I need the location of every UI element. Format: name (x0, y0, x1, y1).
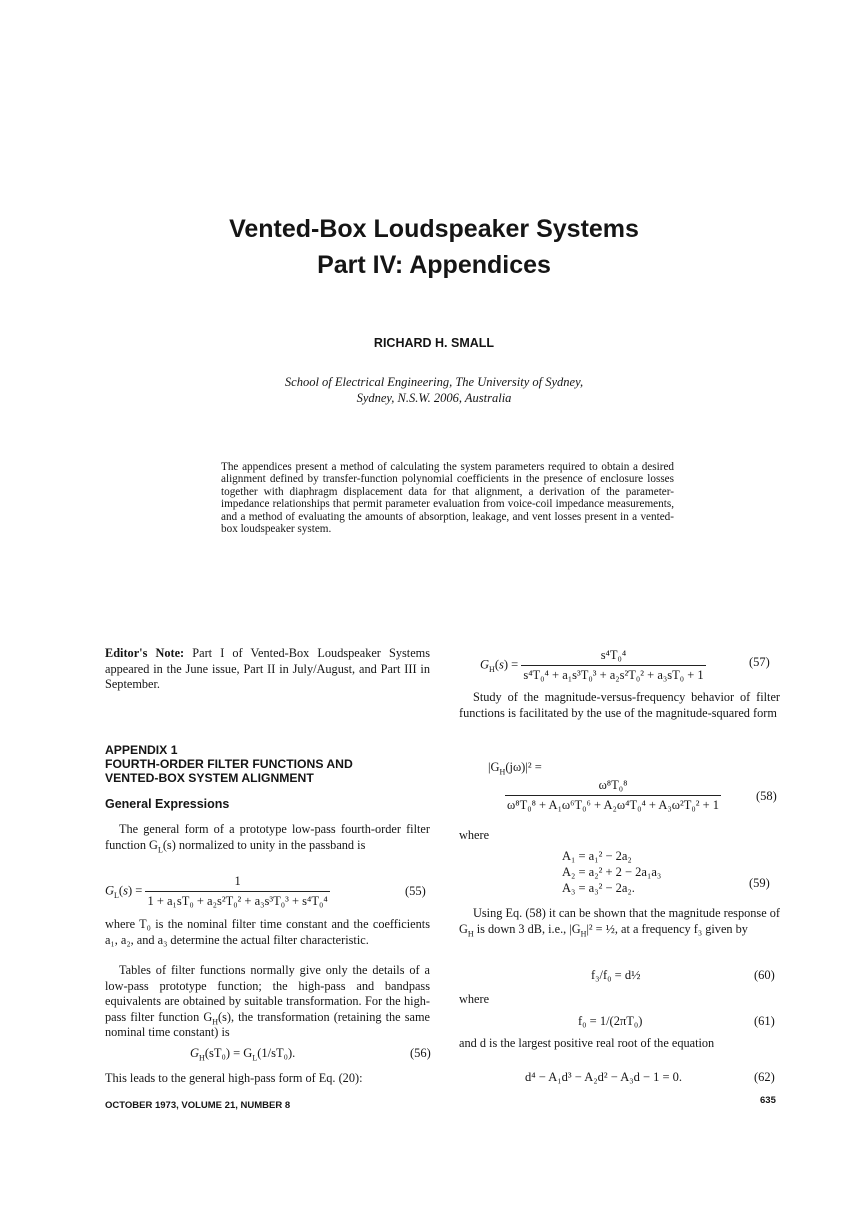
affiliation-line-1: School of Electrical Engineering, The University of Sydney, (284, 375, 584, 389)
equation-58-lhs: $|G_H(j\omega)|^2$ = (488, 760, 542, 777)
equation-56: $G_H(sT_0) = G_L(1/sT_0)$. (190, 1046, 296, 1063)
equation-59 (562, 848, 661, 896)
equation-56-number: (56) (410, 1046, 431, 1060)
equation-58-number: (58) (756, 789, 777, 803)
appendix-heading-line-1: APPENDIX 1 (105, 743, 178, 757)
equation-59-line-1: A₁ = a₁² − 2a₂ (562, 849, 632, 863)
equation-55-number: (55) (405, 884, 426, 898)
paragraph-using-eq58: Using Eq. (58) it can be shown that the magnitude response of $G_H$ is down 3 dB, i.e., $|G_H|^2$ = ½, at a frequency f₃ given by (459, 906, 780, 938)
paragraph-general-form: The general form of a prototype low-pass fourth-order filter function $G_L(s)$ normalized to unity in the passband is (105, 822, 430, 854)
page-number: 635 (760, 1095, 776, 1106)
affiliation-line-2: Sydney, N.S.W. 2006, Australia (356, 391, 512, 405)
page-title-line-1: Vented-Box Loudspeaker Systems (229, 215, 639, 243)
equation-59-number: (59) (749, 876, 770, 890)
section-subheading: General Expressions (105, 797, 230, 811)
page-title-line-2: Part IV: Appendices (317, 251, 551, 279)
equation-55: $G_L(s)$ = $\frac{1}{\text{1 + a₁sT₀ + a₂s²T₀² + a₃s³T₀³ + s⁴T₀⁴}}$ (105, 874, 328, 908)
paragraph-tables: Tables of filter functions normally give only the details of a low-pass prototype function; the high-pass and bandpass equivalents are obtained by suitable transformation. For the high-pass filter function $G_H(s)$, the transformation (retaining the same nominal time constant) is (105, 963, 430, 1039)
equation-60-number: (60) (754, 968, 775, 982)
paragraph-magnitude-study: Study of the magnitude-versus-frequency behavior of filter functions is facilitated by the use of the magnitude-squared form (459, 690, 780, 720)
editors-note-text: Part I of Vented-Box Loudspeaker Systems appeared in the June issue, Part II in July/August, and Part III in September. (105, 646, 431, 691)
paragraph-time-constant: where T₀ is the nominal filter time constant and the coefficients a₁, a₂, and a₃ determine the actual filter characteristic. (105, 917, 430, 947)
editors-note-label: Editor's Note: (105, 646, 185, 660)
abstract: The appendices present a method of calculating the system parameters required to obtain a desired alignment defined by transfer-function polynomial coefficients in the presence of enclosure losses together with diaphragm displacement data for that alignment, a derivation of the parameter-impedance relationships that permit parameter evaluation from voice-coil impedance measurements, and a method of evaluating the amounts of absorption, leakage, and vent losses present in a vented-box loudspeaker system. (221, 461, 674, 536)
equation-59-line-3: A₃ = a₃² − 2a₂. (562, 881, 635, 895)
equation-57-number: (57) (749, 655, 770, 669)
equation-58: $\frac{\text{ω⁸T₀⁸}}{\text{ω⁸T₀⁸ + A₁ω⁶T₀⁶ + A₂ω⁴T₀⁴ + A₃ω²T₀² + 1}}$ (507, 778, 720, 812)
appendix-heading-line-3: VENTED-BOX SYSTEM ALIGNMENT (105, 771, 314, 785)
paragraph-largest-root: and d is the largest positive real root of the equation (459, 1036, 715, 1050)
paragraph-high-pass: This leads to the general high-pass form of Eq. (20): (105, 1071, 363, 1085)
equation-59-line-2: A₂ = a₂² + 2 − 2a₁a₃ (562, 865, 662, 879)
equation-62: d⁴ − A₁d³ − A₂d² − A₃d − 1 = 0. (525, 1070, 683, 1084)
editors-note (105, 646, 430, 693)
equation-61: f₀ = 1/(2πT₀) (578, 1014, 643, 1028)
appendix-heading-line-2: FOURTH-ORDER FILTER FUNCTIONS AND (105, 757, 353, 771)
equation-61-number: (61) (754, 1014, 775, 1028)
author-name: RICHARD H. SMALL (373, 336, 495, 350)
equation-57: $G_H(s)$ = $\frac{\text{s⁴T₀⁴}}{\text{s⁴T₀⁴ + a₁s³T₀³ + a₂s²T₀² + a₃sT₀ + 1}}$ (480, 648, 704, 682)
where-label-1: where (459, 828, 490, 842)
equation-62-number: (62) (754, 1070, 775, 1084)
appendix-heading (105, 743, 430, 785)
where-label-2: where (459, 992, 490, 1006)
footer-issue: OCTOBER 1973, VOLUME 21, NUMBER 8 (105, 1100, 291, 1111)
equation-60: f₃/f₀ = d½ (591, 968, 641, 982)
